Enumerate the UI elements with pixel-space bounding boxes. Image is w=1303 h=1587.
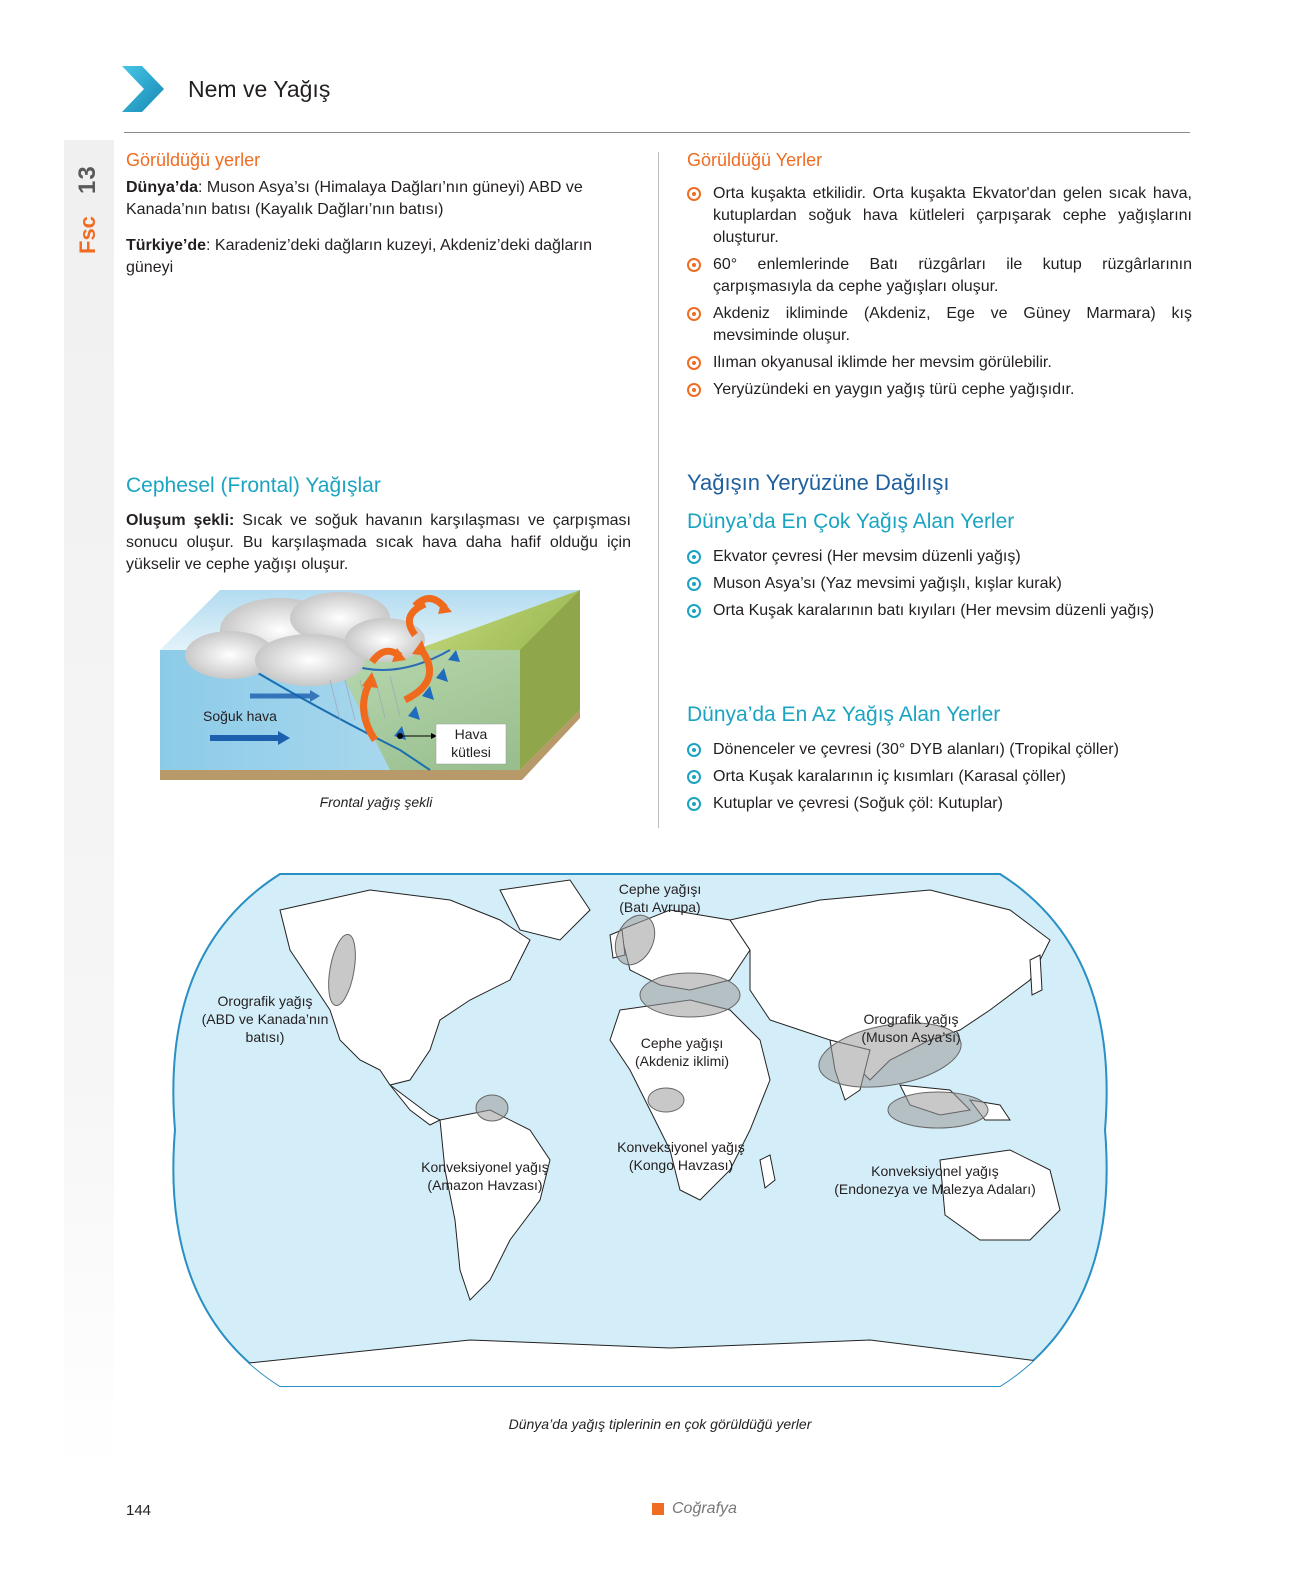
frontal-paragraph [126, 510, 631, 576]
list-item: Orta Kuşak karalarının batı kıyıları (Her mevsim düzenli yağış) [687, 600, 1192, 622]
frontal-places-list [687, 183, 1192, 401]
page-title: Nem ve Yağış [188, 76, 331, 102]
air-mass-label-1: Hava [454, 726, 488, 742]
frontal-places-section [687, 150, 1192, 406]
map-label-north-america-west: Orografik yağış (ABD ve Kanada’nın batısı) [201, 993, 329, 1045]
target-bullet-icon [687, 307, 701, 321]
turkey-label: Türkiye’de [126, 237, 207, 254]
world-map [170, 870, 1110, 1390]
chevron-right-icon [122, 66, 168, 112]
frontal-heading: Cephesel (Frontal) Yağışlar [126, 474, 381, 497]
target-bullet-icon [687, 604, 701, 618]
subject-label: Coğrafya [672, 1500, 737, 1517]
world-label: Dünya’da [126, 179, 199, 196]
frontal-section [126, 474, 631, 576]
list-item: Akdeniz ikliminde (Akdeniz, Ege ve Güney Marmara) kış mevsiminde oluşur. [687, 303, 1192, 347]
list-item: Orta kuşakta etkilidir. Orta kuşakta Ekvator'dan gelen sıcak hava, kutuplardan soğuk hava kütleleri çarpışarak cephe yağışlarını oluşturur. [687, 183, 1192, 249]
target-bullet-icon [687, 187, 701, 201]
target-bullet-icon [687, 743, 701, 757]
header-divider [124, 132, 1190, 133]
list-item: 60° enlemlerinde Batı rüzgârları ile kutup rüzgârlarının çarpışmasıyla da cephe yağışları oluşur. [687, 254, 1192, 298]
world-text: : Muson Asya’sı (Himalaya Dağları’nın güneyi) ABD ve Kanada’nın batısı (Kayalık Dağları’nın batısı) [126, 179, 583, 218]
cold-air-label: Soğuk hava [203, 708, 277, 724]
target-bullet-icon [687, 797, 701, 811]
map-label-amazon: Konveksiyonel yağış (Amazon Havzası) [421, 1159, 549, 1193]
target-bullet-icon [687, 383, 701, 397]
least-rain-heading: Dünya’da En Az Yağış Alan Yerler [687, 703, 1001, 726]
map-label-indonesia: Konveksiyonel yağış (Endonezya ve Malezya Adaları) [834, 1163, 1036, 1197]
page-number: 144 [126, 1502, 152, 1519]
zone-congo [648, 1088, 684, 1112]
fasikul-tab [70, 150, 106, 260]
list-item: Orta Kuşak karalarının iç kısımları (Karasal çöller) [687, 766, 1192, 788]
target-bullet-icon [687, 258, 701, 272]
formation-label: Oluşum şekli: [126, 512, 235, 529]
frontal-diagram [160, 590, 592, 788]
list-item: Ilıman okyanusal iklimde her mevsim görülebilir. [687, 352, 1192, 374]
section-heading: Görüldüğü yerler [126, 150, 261, 170]
list-item: Muson Asya’sı (Yaz mevsimi yağışlı, kışlar kurak) [687, 573, 1192, 595]
map-caption: Dünya’da yağış tiplerinin en çok görüldüğü yerler [508, 1416, 812, 1432]
map-label-monsoon-asia: Orografik yağış (Muson Asya’sı) [861, 1011, 961, 1045]
footer-subject [652, 1500, 737, 1518]
list-item: Yeryüzündeki en yaygın yağış türü cephe yağışıdır. [687, 379, 1192, 401]
most-rain-heading: Dünya’da En Çok Yağış Alan Yerler [687, 510, 1015, 533]
list-item: Kutuplar ve çevresi (Soğuk çöl: Kutuplar) [687, 793, 1192, 815]
zone-amazon [476, 1095, 508, 1121]
target-bullet-icon [687, 550, 701, 564]
column-divider [658, 152, 659, 828]
list-item: Ekvator çevresi (Her mevsim düzenli yağış) [687, 546, 1192, 568]
target-bullet-icon [687, 770, 701, 784]
least-rain-list [687, 739, 1192, 815]
fasikul-label: Fsc [75, 216, 100, 254]
fasikul-number: 13 [74, 165, 101, 195]
turkey-text: : Karadeniz’deki dağların kuzeyi, Akdeniz’deki dağların güneyi [126, 237, 593, 276]
orografik-places-section [126, 150, 631, 279]
target-bullet-icon [687, 356, 701, 370]
map-label-congo: Konveksiyonel yağış (Kongo Havzası) [617, 1139, 745, 1173]
distribution-heading: Yağışın Yeryüzüne Dağılışı [687, 470, 950, 495]
distribution-section [687, 470, 1192, 627]
turkey-places-paragraph [126, 235, 631, 279]
zone-mediterranean [640, 973, 740, 1017]
section-heading: Görüldüğü Yerler [687, 150, 823, 170]
list-item: Dönenceler ve çevresi (30° DYB alanları) (Tropikal çöller) [687, 739, 1192, 761]
map-label-western-europe: Cephe yağışı (Batı Avrupa) [618, 881, 702, 915]
air-mass-label-2: kütlesi [451, 744, 491, 760]
formation-text: Sıcak ve soğuk havanın karşılaşması ve çarpışması sonucu oluşur. Bu karşılaşmada sıcak hava daha hafif olduğu için yükselir ve cephe yağışı oluşur. [126, 512, 631, 573]
least-rain-section [687, 703, 1192, 820]
target-bullet-icon [687, 577, 701, 591]
side-strip [64, 140, 114, 1470]
square-icon [652, 1503, 664, 1515]
frontal-figure-caption: Frontal yağış şekli [319, 794, 433, 810]
most-rain-list [687, 546, 1192, 622]
zone-indonesia [888, 1092, 988, 1128]
map-label-mediterranean: Cephe yağışı (Akdeniz iklimi) [634, 1035, 730, 1069]
world-places-paragraph [126, 177, 631, 221]
